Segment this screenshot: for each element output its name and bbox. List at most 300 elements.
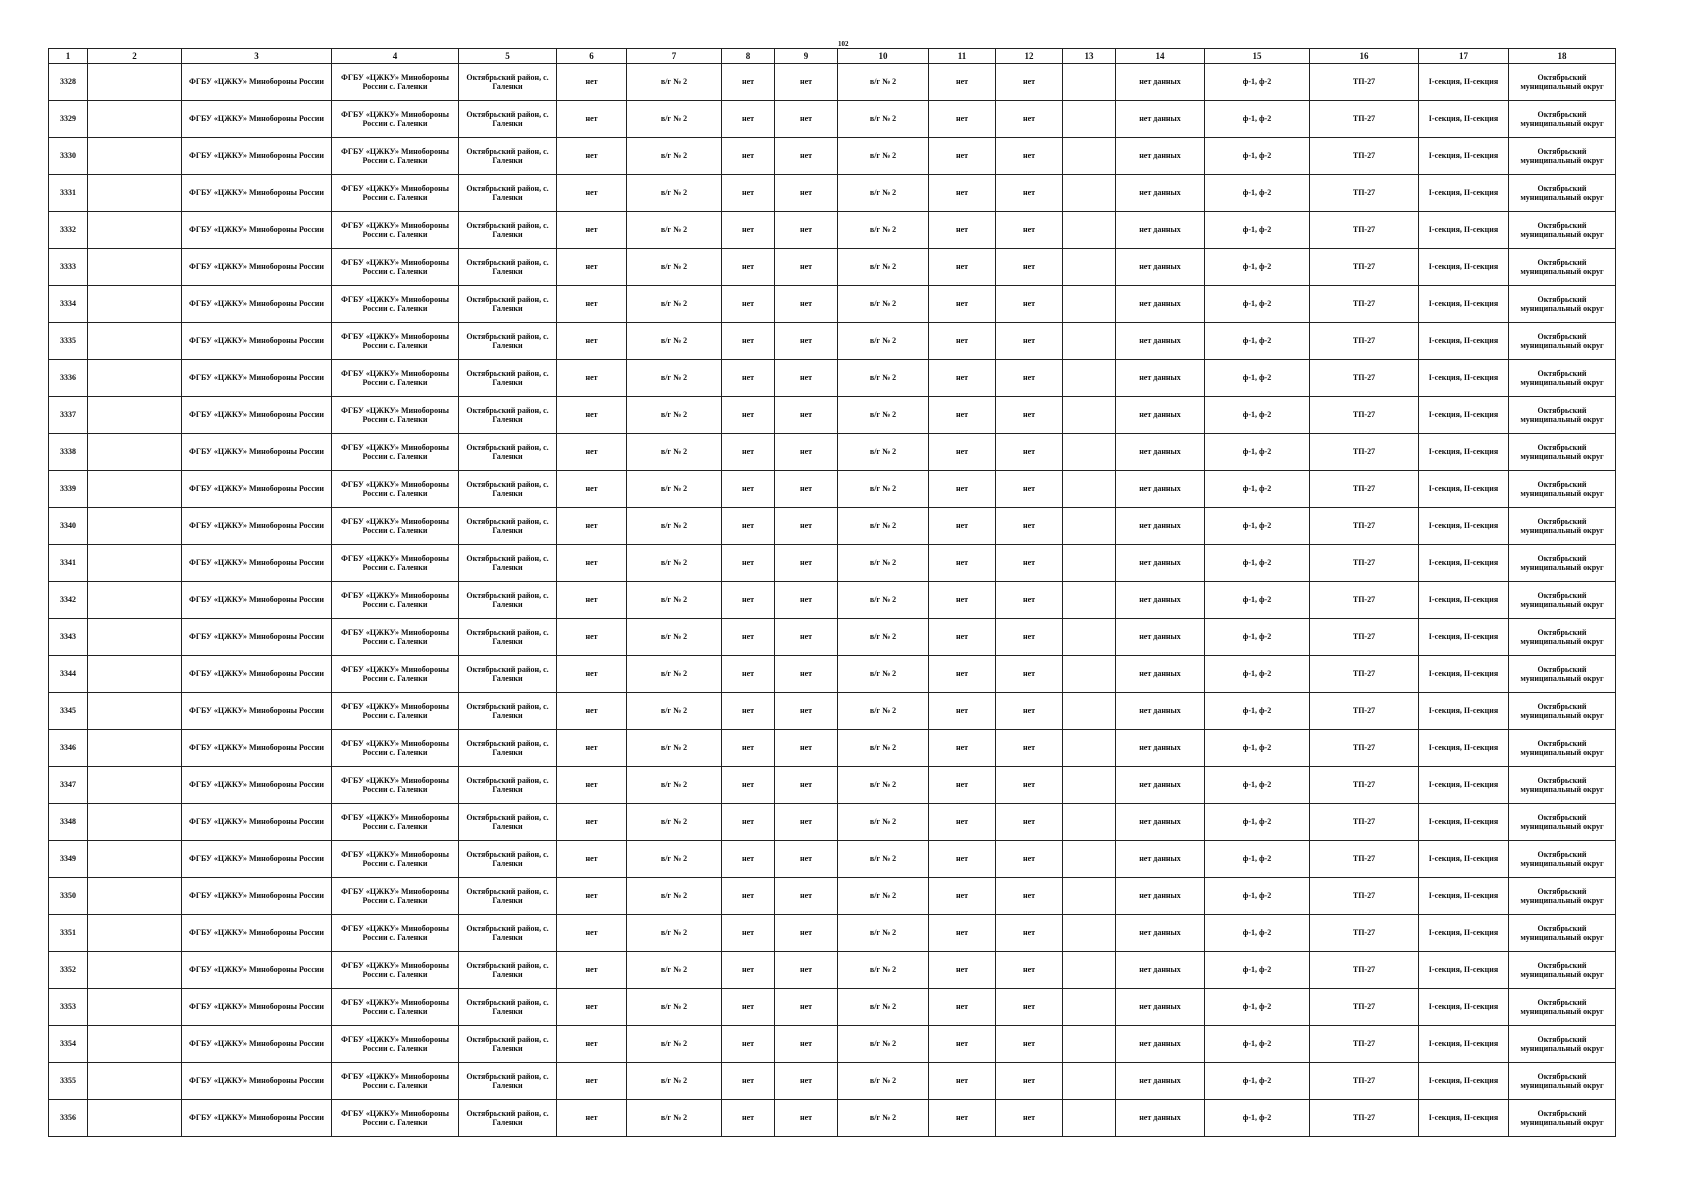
cell-col-9: нет bbox=[775, 64, 838, 101]
cell-col-14: нет данных bbox=[1116, 730, 1205, 767]
cell-col-8: нет bbox=[722, 212, 775, 249]
cell-col-5: Октябрьский район, с. Галенки bbox=[459, 434, 557, 471]
table-row bbox=[49, 249, 1616, 286]
row-number: 3345 bbox=[49, 693, 88, 730]
cell-col-4: ФГБУ «ЦЖКУ» Минобороны России с. Галенки bbox=[332, 249, 459, 286]
cell-col-5: Октябрьский район, с. Галенки bbox=[459, 1100, 557, 1137]
cell-col-9: нет bbox=[775, 767, 838, 804]
cell-col-18: Октябрьский муниципальный округ bbox=[1509, 471, 1616, 508]
cell-col-18: Октябрьский муниципальный округ bbox=[1509, 138, 1616, 175]
column-header-17: 17 bbox=[1419, 49, 1509, 64]
cell-col-18: Октябрьский муниципальный округ bbox=[1509, 175, 1616, 212]
cell-col-13 bbox=[1063, 841, 1116, 878]
cell-col-18: Октябрьский муниципальный округ bbox=[1509, 249, 1616, 286]
cell-col-10: в/г № 2 bbox=[838, 582, 929, 619]
cell-col-2 bbox=[88, 1100, 182, 1137]
cell-col-8: нет bbox=[722, 323, 775, 360]
cell-col-10: в/г № 2 bbox=[838, 545, 929, 582]
cell-col-2 bbox=[88, 989, 182, 1026]
row-number: 3337 bbox=[49, 397, 88, 434]
cell-col-14: нет данных bbox=[1116, 471, 1205, 508]
cell-col-12: нет bbox=[996, 212, 1063, 249]
cell-col-14: нет данных bbox=[1116, 1063, 1205, 1100]
cell-col-15: ф-1, ф-2 bbox=[1205, 249, 1310, 286]
cell-col-3: ФГБУ «ЦЖКУ» Минобороны России bbox=[182, 249, 332, 286]
cell-col-2 bbox=[88, 656, 182, 693]
cell-col-5: Октябрьский район, с. Галенки bbox=[459, 841, 557, 878]
cell-col-17: I-секция, II-секция bbox=[1419, 175, 1509, 212]
cell-col-14: нет данных bbox=[1116, 101, 1205, 138]
cell-col-3: ФГБУ «ЦЖКУ» Минобороны России bbox=[182, 212, 332, 249]
cell-col-4: ФГБУ «ЦЖКУ» Минобороны России с. Галенки bbox=[332, 1100, 459, 1137]
cell-col-12: нет bbox=[996, 471, 1063, 508]
cell-col-13 bbox=[1063, 138, 1116, 175]
cell-col-18: Октябрьский муниципальный округ bbox=[1509, 693, 1616, 730]
cell-col-17: I-секция, II-секция bbox=[1419, 101, 1509, 138]
cell-col-9: нет bbox=[775, 397, 838, 434]
cell-col-7: в/г № 2 bbox=[627, 1026, 722, 1063]
cell-col-4: ФГБУ «ЦЖКУ» Минобороны России с. Галенки bbox=[332, 989, 459, 1026]
row-number: 3344 bbox=[49, 656, 88, 693]
cell-col-18: Октябрьский муниципальный округ bbox=[1509, 360, 1616, 397]
cell-col-11: нет bbox=[929, 1100, 996, 1137]
cell-col-13 bbox=[1063, 693, 1116, 730]
cell-col-4: ФГБУ «ЦЖКУ» Минобороны России с. Галенки bbox=[332, 360, 459, 397]
cell-col-13 bbox=[1063, 619, 1116, 656]
cell-col-10: в/г № 2 bbox=[838, 878, 929, 915]
cell-col-17: I-секция, II-секция bbox=[1419, 693, 1509, 730]
column-header-1: 1 bbox=[49, 49, 88, 64]
cell-col-16: ТП-27 bbox=[1310, 619, 1419, 656]
cell-col-2 bbox=[88, 545, 182, 582]
cell-col-6: нет bbox=[557, 545, 627, 582]
cell-col-7: в/г № 2 bbox=[627, 915, 722, 952]
row-number: 3356 bbox=[49, 1100, 88, 1137]
cell-col-12: нет bbox=[996, 249, 1063, 286]
cell-col-14: нет данных bbox=[1116, 545, 1205, 582]
cell-col-16: ТП-27 bbox=[1310, 397, 1419, 434]
cell-col-9: нет bbox=[775, 101, 838, 138]
cell-col-9: нет bbox=[775, 989, 838, 1026]
cell-col-16: ТП-27 bbox=[1310, 508, 1419, 545]
cell-col-13 bbox=[1063, 175, 1116, 212]
column-header-9: 9 bbox=[775, 49, 838, 64]
cell-col-6: нет bbox=[557, 989, 627, 1026]
cell-col-10: в/г № 2 bbox=[838, 249, 929, 286]
column-header-12: 12 bbox=[996, 49, 1063, 64]
cell-col-10: в/г № 2 bbox=[838, 1100, 929, 1137]
row-number: 3334 bbox=[49, 286, 88, 323]
cell-col-8: нет bbox=[722, 804, 775, 841]
cell-col-16: ТП-27 bbox=[1310, 138, 1419, 175]
table-row bbox=[49, 730, 1616, 767]
cell-col-11: нет bbox=[929, 841, 996, 878]
cell-col-11: нет bbox=[929, 64, 996, 101]
cell-col-9: нет bbox=[775, 286, 838, 323]
cell-col-16: ТП-27 bbox=[1310, 434, 1419, 471]
cell-col-11: нет bbox=[929, 471, 996, 508]
cell-col-3: ФГБУ «ЦЖКУ» Минобороны России bbox=[182, 508, 332, 545]
cell-col-2 bbox=[88, 619, 182, 656]
cell-col-17: I-секция, II-секция bbox=[1419, 804, 1509, 841]
cell-col-3: ФГБУ «ЦЖКУ» Минобороны России bbox=[182, 693, 332, 730]
cell-col-9: нет bbox=[775, 841, 838, 878]
row-number: 3342 bbox=[49, 582, 88, 619]
row-number: 3332 bbox=[49, 212, 88, 249]
cell-col-7: в/г № 2 bbox=[627, 101, 722, 138]
cell-col-7: в/г № 2 bbox=[627, 693, 722, 730]
cell-col-16: ТП-27 bbox=[1310, 915, 1419, 952]
cell-col-5: Октябрьский район, с. Галенки bbox=[459, 878, 557, 915]
cell-col-15: ф-1, ф-2 bbox=[1205, 656, 1310, 693]
cell-col-15: ф-1, ф-2 bbox=[1205, 323, 1310, 360]
cell-col-4: ФГБУ «ЦЖКУ» Минобороны России с. Галенки bbox=[332, 804, 459, 841]
cell-col-3: ФГБУ «ЦЖКУ» Минобороны России bbox=[182, 952, 332, 989]
cell-col-13 bbox=[1063, 286, 1116, 323]
cell-col-17: I-секция, II-секция bbox=[1419, 249, 1509, 286]
cell-col-4: ФГБУ «ЦЖКУ» Минобороны России с. Галенки bbox=[332, 915, 459, 952]
cell-col-6: нет bbox=[557, 508, 627, 545]
cell-col-2 bbox=[88, 508, 182, 545]
cell-col-6: нет bbox=[557, 730, 627, 767]
cell-col-2 bbox=[88, 212, 182, 249]
cell-col-12: нет bbox=[996, 101, 1063, 138]
cell-col-15: ф-1, ф-2 bbox=[1205, 286, 1310, 323]
cell-col-10: в/г № 2 bbox=[838, 434, 929, 471]
row-number: 3328 bbox=[49, 64, 88, 101]
cell-col-11: нет bbox=[929, 175, 996, 212]
cell-col-9: нет bbox=[775, 1063, 838, 1100]
cell-col-3: ФГБУ «ЦЖКУ» Минобороны России bbox=[182, 915, 332, 952]
cell-col-17: I-секция, II-секция bbox=[1419, 286, 1509, 323]
cell-col-14: нет данных bbox=[1116, 582, 1205, 619]
cell-col-5: Октябрьский район, с. Галенки bbox=[459, 915, 557, 952]
cell-col-16: ТП-27 bbox=[1310, 323, 1419, 360]
cell-col-13 bbox=[1063, 397, 1116, 434]
cell-col-2 bbox=[88, 101, 182, 138]
cell-col-8: нет bbox=[722, 471, 775, 508]
cell-col-12: нет bbox=[996, 1026, 1063, 1063]
cell-col-7: в/г № 2 bbox=[627, 471, 722, 508]
cell-col-14: нет данных bbox=[1116, 175, 1205, 212]
cell-col-18: Октябрьский муниципальный округ bbox=[1509, 582, 1616, 619]
cell-col-6: нет bbox=[557, 841, 627, 878]
cell-col-9: нет bbox=[775, 138, 838, 175]
cell-col-17: I-секция, II-секция bbox=[1419, 434, 1509, 471]
cell-col-18: Октябрьский муниципальный округ bbox=[1509, 64, 1616, 101]
cell-col-12: нет bbox=[996, 915, 1063, 952]
cell-col-18: Октябрьский муниципальный округ bbox=[1509, 767, 1616, 804]
cell-col-12: нет bbox=[996, 656, 1063, 693]
cell-col-12: нет bbox=[996, 730, 1063, 767]
cell-col-8: нет bbox=[722, 286, 775, 323]
cell-col-14: нет данных bbox=[1116, 1026, 1205, 1063]
cell-col-18: Октябрьский муниципальный округ bbox=[1509, 1063, 1616, 1100]
cell-col-13 bbox=[1063, 1026, 1116, 1063]
cell-col-18: Октябрьский муниципальный округ bbox=[1509, 989, 1616, 1026]
cell-col-3: ФГБУ «ЦЖКУ» Минобороны России bbox=[182, 804, 332, 841]
cell-col-16: ТП-27 bbox=[1310, 693, 1419, 730]
cell-col-13 bbox=[1063, 989, 1116, 1026]
cell-col-18: Октябрьский муниципальный округ bbox=[1509, 915, 1616, 952]
cell-col-8: нет bbox=[722, 841, 775, 878]
cell-col-12: нет bbox=[996, 841, 1063, 878]
cell-col-16: ТП-27 bbox=[1310, 582, 1419, 619]
table-row bbox=[49, 360, 1616, 397]
cell-col-17: I-секция, II-секция bbox=[1419, 212, 1509, 249]
row-number: 3340 bbox=[49, 508, 88, 545]
cell-col-2 bbox=[88, 878, 182, 915]
cell-col-12: нет bbox=[996, 397, 1063, 434]
cell-col-17: I-секция, II-секция bbox=[1419, 64, 1509, 101]
cell-col-3: ФГБУ «ЦЖКУ» Минобороны России bbox=[182, 471, 332, 508]
cell-col-15: ф-1, ф-2 bbox=[1205, 841, 1310, 878]
cell-col-14: нет данных bbox=[1116, 323, 1205, 360]
cell-col-7: в/г № 2 bbox=[627, 64, 722, 101]
table-row bbox=[49, 508, 1616, 545]
cell-col-17: I-секция, II-секция bbox=[1419, 656, 1509, 693]
cell-col-2 bbox=[88, 1026, 182, 1063]
cell-col-8: нет bbox=[722, 767, 775, 804]
cell-col-9: нет bbox=[775, 545, 838, 582]
cell-col-7: в/г № 2 bbox=[627, 656, 722, 693]
column-header-3: 3 bbox=[182, 49, 332, 64]
table-row bbox=[49, 397, 1616, 434]
cell-col-10: в/г № 2 bbox=[838, 767, 929, 804]
cell-col-6: нет bbox=[557, 767, 627, 804]
table-row bbox=[49, 1100, 1616, 1137]
cell-col-2 bbox=[88, 804, 182, 841]
cell-col-6: нет bbox=[557, 101, 627, 138]
cell-col-7: в/г № 2 bbox=[627, 175, 722, 212]
cell-col-2 bbox=[88, 64, 182, 101]
cell-col-9: нет bbox=[775, 804, 838, 841]
cell-col-9: нет bbox=[775, 508, 838, 545]
cell-col-9: нет bbox=[775, 360, 838, 397]
cell-col-6: нет bbox=[557, 64, 627, 101]
cell-col-11: нет bbox=[929, 101, 996, 138]
table-row bbox=[49, 323, 1616, 360]
cell-col-9: нет bbox=[775, 249, 838, 286]
cell-col-16: ТП-27 bbox=[1310, 101, 1419, 138]
cell-col-13 bbox=[1063, 952, 1116, 989]
cell-col-9: нет bbox=[775, 693, 838, 730]
cell-col-15: ф-1, ф-2 bbox=[1205, 582, 1310, 619]
cell-col-10: в/г № 2 bbox=[838, 286, 929, 323]
cell-col-12: нет bbox=[996, 508, 1063, 545]
table-row bbox=[49, 434, 1616, 471]
cell-col-16: ТП-27 bbox=[1310, 1100, 1419, 1137]
cell-col-3: ФГБУ «ЦЖКУ» Минобороны России bbox=[182, 878, 332, 915]
column-header-2: 2 bbox=[88, 49, 182, 64]
cell-col-7: в/г № 2 bbox=[627, 952, 722, 989]
cell-col-2 bbox=[88, 249, 182, 286]
cell-col-14: нет данных bbox=[1116, 249, 1205, 286]
cell-col-14: нет данных bbox=[1116, 804, 1205, 841]
cell-col-7: в/г № 2 bbox=[627, 360, 722, 397]
cell-col-8: нет bbox=[722, 1100, 775, 1137]
registry-table bbox=[48, 48, 1616, 1137]
row-number: 3354 bbox=[49, 1026, 88, 1063]
row-number: 3330 bbox=[49, 138, 88, 175]
cell-col-4: ФГБУ «ЦЖКУ» Минобороны России с. Галенки bbox=[332, 656, 459, 693]
cell-col-4: ФГБУ «ЦЖКУ» Минобороны России с. Галенки bbox=[332, 434, 459, 471]
cell-col-8: нет bbox=[722, 1063, 775, 1100]
cell-col-15: ф-1, ф-2 bbox=[1205, 508, 1310, 545]
cell-col-17: I-секция, II-секция bbox=[1419, 582, 1509, 619]
cell-col-4: ФГБУ «ЦЖКУ» Минобороны России с. Галенки bbox=[332, 545, 459, 582]
cell-col-11: нет bbox=[929, 730, 996, 767]
cell-col-18: Октябрьский муниципальный округ bbox=[1509, 841, 1616, 878]
cell-col-3: ФГБУ «ЦЖКУ» Минобороны России bbox=[182, 619, 332, 656]
cell-col-10: в/г № 2 bbox=[838, 64, 929, 101]
cell-col-5: Октябрьский район, с. Галенки bbox=[459, 1063, 557, 1100]
cell-col-5: Октябрьский район, с. Галенки bbox=[459, 212, 557, 249]
cell-col-4: ФГБУ «ЦЖКУ» Минобороны России с. Галенки bbox=[332, 508, 459, 545]
cell-col-8: нет bbox=[722, 989, 775, 1026]
cell-col-9: нет bbox=[775, 212, 838, 249]
cell-col-4: ФГБУ «ЦЖКУ» Минобороны России с. Галенки bbox=[332, 175, 459, 212]
column-header-8: 8 bbox=[722, 49, 775, 64]
cell-col-9: нет bbox=[775, 1100, 838, 1137]
cell-col-3: ФГБУ «ЦЖКУ» Минобороны России bbox=[182, 434, 332, 471]
cell-col-3: ФГБУ «ЦЖКУ» Минобороны России bbox=[182, 989, 332, 1026]
cell-col-9: нет bbox=[775, 656, 838, 693]
cell-col-9: нет bbox=[775, 619, 838, 656]
cell-col-16: ТП-27 bbox=[1310, 212, 1419, 249]
cell-col-10: в/г № 2 bbox=[838, 989, 929, 1026]
table-row bbox=[49, 1026, 1616, 1063]
cell-col-18: Октябрьский муниципальный округ bbox=[1509, 434, 1616, 471]
table-row bbox=[49, 175, 1616, 212]
cell-col-6: нет bbox=[557, 878, 627, 915]
cell-col-10: в/г № 2 bbox=[838, 508, 929, 545]
cell-col-6: нет bbox=[557, 952, 627, 989]
cell-col-17: I-секция, II-секция bbox=[1419, 915, 1509, 952]
cell-col-4: ФГБУ «ЦЖКУ» Минобороны России с. Галенки bbox=[332, 693, 459, 730]
column-header-6: 6 bbox=[557, 49, 627, 64]
cell-col-2 bbox=[88, 397, 182, 434]
cell-col-16: ТП-27 bbox=[1310, 64, 1419, 101]
table-row bbox=[49, 804, 1616, 841]
cell-col-5: Октябрьский район, с. Галенки bbox=[459, 360, 557, 397]
cell-col-10: в/г № 2 bbox=[838, 212, 929, 249]
cell-col-12: нет bbox=[996, 138, 1063, 175]
cell-col-11: нет bbox=[929, 619, 996, 656]
cell-col-5: Октябрьский район, с. Галенки bbox=[459, 508, 557, 545]
cell-col-4: ФГБУ «ЦЖКУ» Минобороны России с. Галенки bbox=[332, 286, 459, 323]
row-number: 3353 bbox=[49, 989, 88, 1026]
cell-col-13 bbox=[1063, 64, 1116, 101]
cell-col-14: нет данных bbox=[1116, 767, 1205, 804]
cell-col-7: в/г № 2 bbox=[627, 545, 722, 582]
cell-col-8: нет bbox=[722, 360, 775, 397]
cell-col-8: нет bbox=[722, 175, 775, 212]
cell-col-8: нет bbox=[722, 249, 775, 286]
cell-col-18: Октябрьский муниципальный округ bbox=[1509, 878, 1616, 915]
cell-col-5: Октябрьский район, с. Галенки bbox=[459, 730, 557, 767]
cell-col-15: ф-1, ф-2 bbox=[1205, 212, 1310, 249]
cell-col-11: нет bbox=[929, 693, 996, 730]
cell-col-16: ТП-27 bbox=[1310, 767, 1419, 804]
cell-col-7: в/г № 2 bbox=[627, 323, 722, 360]
cell-col-17: I-секция, II-секция bbox=[1419, 952, 1509, 989]
row-number: 3349 bbox=[49, 841, 88, 878]
row-number: 3338 bbox=[49, 434, 88, 471]
cell-col-14: нет данных bbox=[1116, 508, 1205, 545]
cell-col-12: нет bbox=[996, 1063, 1063, 1100]
cell-col-3: ФГБУ «ЦЖКУ» Минобороны России bbox=[182, 397, 332, 434]
row-number: 3335 bbox=[49, 323, 88, 360]
cell-col-10: в/г № 2 bbox=[838, 952, 929, 989]
cell-col-3: ФГБУ «ЦЖКУ» Минобороны России bbox=[182, 841, 332, 878]
cell-col-12: нет bbox=[996, 693, 1063, 730]
cell-col-11: нет bbox=[929, 508, 996, 545]
cell-col-12: нет bbox=[996, 952, 1063, 989]
cell-col-3: ФГБУ «ЦЖКУ» Минобороны России bbox=[182, 138, 332, 175]
cell-col-15: ф-1, ф-2 bbox=[1205, 471, 1310, 508]
cell-col-17: I-секция, II-секция bbox=[1419, 767, 1509, 804]
cell-col-17: I-секция, II-секция bbox=[1419, 841, 1509, 878]
cell-col-12: нет bbox=[996, 175, 1063, 212]
cell-col-13 bbox=[1063, 434, 1116, 471]
cell-col-16: ТП-27 bbox=[1310, 360, 1419, 397]
cell-col-14: нет данных bbox=[1116, 360, 1205, 397]
cell-col-12: нет bbox=[996, 878, 1063, 915]
cell-col-11: нет bbox=[929, 249, 996, 286]
cell-col-3: ФГБУ «ЦЖКУ» Минобороны России bbox=[182, 64, 332, 101]
table-row bbox=[49, 138, 1616, 175]
cell-col-16: ТП-27 bbox=[1310, 804, 1419, 841]
cell-col-14: нет данных bbox=[1116, 656, 1205, 693]
cell-col-8: нет bbox=[722, 693, 775, 730]
cell-col-4: ФГБУ «ЦЖКУ» Минобороны России с. Галенки bbox=[332, 64, 459, 101]
cell-col-4: ФГБУ «ЦЖКУ» Минобороны России с. Галенки bbox=[332, 619, 459, 656]
cell-col-13 bbox=[1063, 878, 1116, 915]
cell-col-2 bbox=[88, 767, 182, 804]
table-row bbox=[49, 582, 1616, 619]
cell-col-6: нет bbox=[557, 360, 627, 397]
cell-col-5: Октябрьский район, с. Галенки bbox=[459, 582, 557, 619]
cell-col-16: ТП-27 bbox=[1310, 952, 1419, 989]
column-header-5: 5 bbox=[459, 49, 557, 64]
cell-col-13 bbox=[1063, 582, 1116, 619]
cell-col-5: Октябрьский район, с. Галенки bbox=[459, 693, 557, 730]
cell-col-2 bbox=[88, 323, 182, 360]
cell-col-13 bbox=[1063, 360, 1116, 397]
cell-col-10: в/г № 2 bbox=[838, 138, 929, 175]
cell-col-6: нет bbox=[557, 582, 627, 619]
cell-col-7: в/г № 2 bbox=[627, 730, 722, 767]
cell-col-2 bbox=[88, 952, 182, 989]
cell-col-7: в/г № 2 bbox=[627, 619, 722, 656]
cell-col-17: I-секция, II-секция bbox=[1419, 323, 1509, 360]
cell-col-4: ФГБУ «ЦЖКУ» Минобороны России с. Галенки bbox=[332, 582, 459, 619]
table-row bbox=[49, 952, 1616, 989]
cell-col-2 bbox=[88, 841, 182, 878]
table-row bbox=[49, 212, 1616, 249]
cell-col-18: Октябрьский муниципальный округ bbox=[1509, 397, 1616, 434]
cell-col-18: Октябрьский муниципальный округ bbox=[1509, 286, 1616, 323]
cell-col-11: нет bbox=[929, 434, 996, 471]
cell-col-15: ф-1, ф-2 bbox=[1205, 915, 1310, 952]
row-number: 3343 bbox=[49, 619, 88, 656]
cell-col-3: ФГБУ «ЦЖКУ» Минобороны России bbox=[182, 656, 332, 693]
cell-col-15: ф-1, ф-2 bbox=[1205, 101, 1310, 138]
cell-col-8: нет bbox=[722, 619, 775, 656]
cell-col-17: I-секция, II-секция bbox=[1419, 545, 1509, 582]
cell-col-13 bbox=[1063, 323, 1116, 360]
